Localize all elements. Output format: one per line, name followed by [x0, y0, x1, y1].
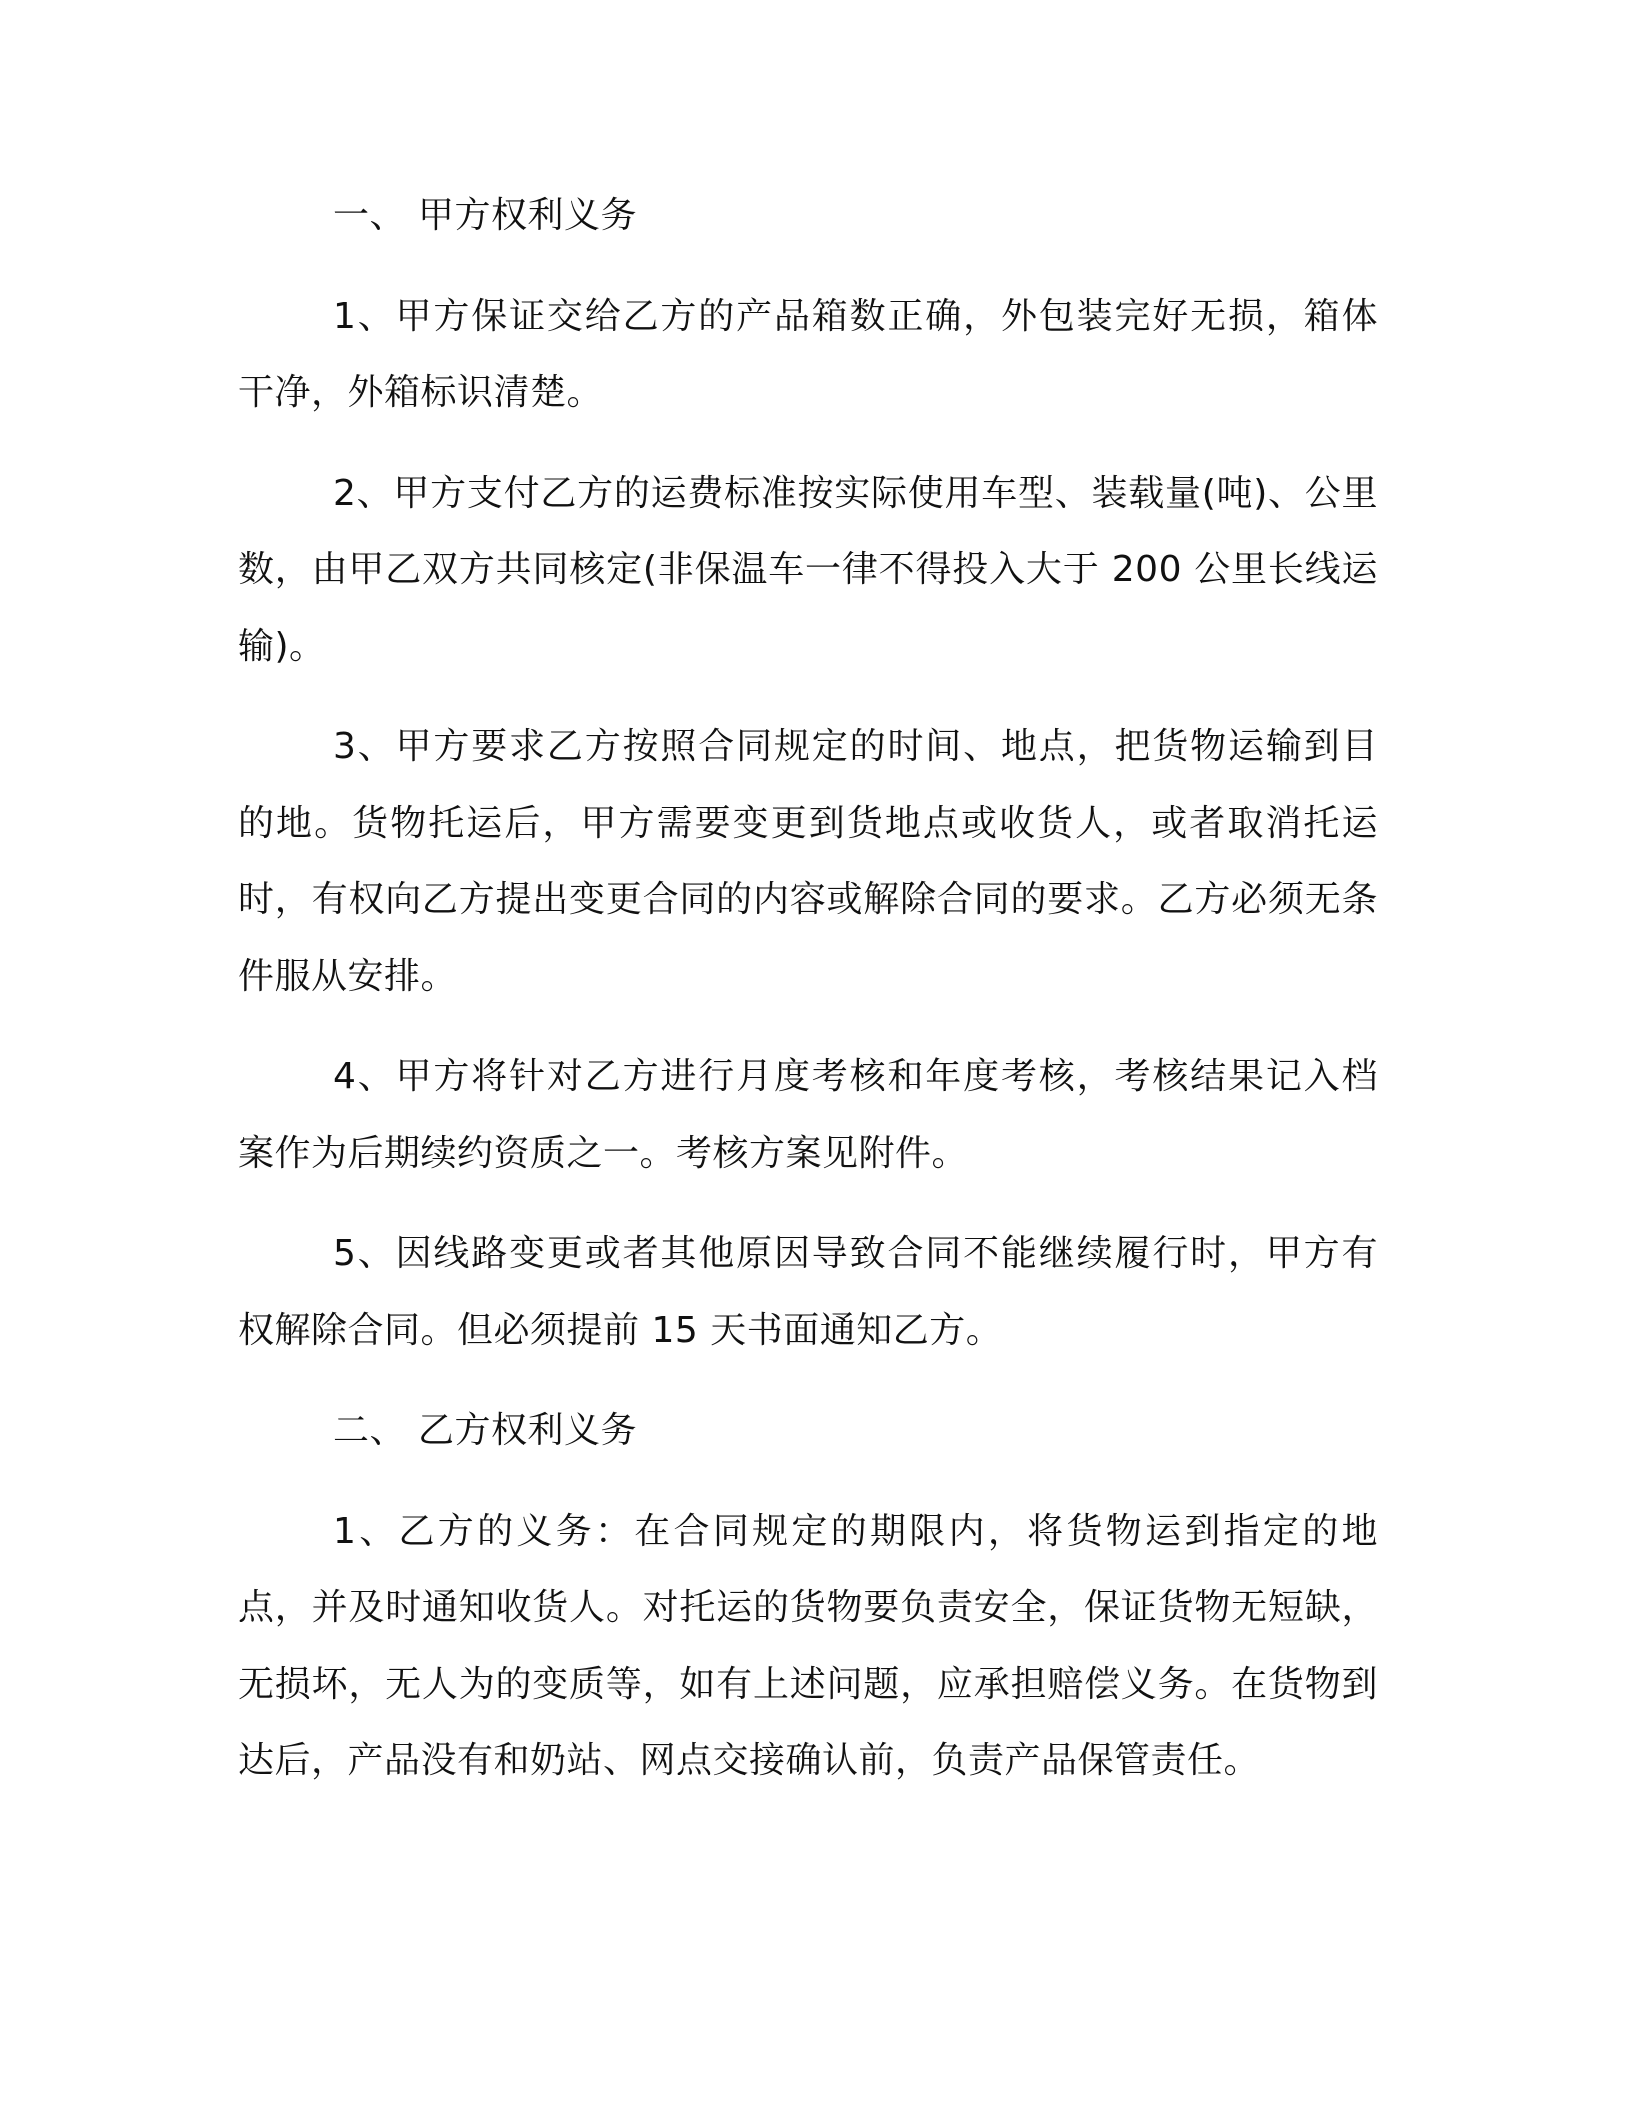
clause-paragraph: 1、乙方的义务：在合同规定的期限内，将货物运到指定的地点，并及时通知收货人。对托运的货物要负责安全，保证货物无短缺，无损坏，无人为的变质等，如有上述问题，应承担赔偿义务。在货物到达后，产品没有和奶站、网点交接确认前，负责产品保管责任。: [238, 1510, 1378, 1781]
section-heading-party-a: [238, 178, 1378, 255]
section-title: 乙方权利义务: [418, 1410, 638, 1451]
clause-paragraph: 5、因线路变更或者其他原因导致合同不能继续履行时，甲方有权解除合同。但必须提前 15 天书面通知乙方。: [238, 1233, 1378, 1351]
clause-paragraph: 1、甲方保证交给乙方的产品箱数正确，外包装完好无损，箱体干净，外箱标识清楚。: [238, 295, 1378, 413]
section-number: 二、: [333, 1410, 407, 1451]
clause-paragraph: 3、甲方要求乙方按照合同规定的时间、地点，把货物运输到目的地。货物托运后，甲方需要变更到货地点或收货人，或者取消托运时，有权向乙方提出变更合同的内容或解除合同的要求。乙方必须无条件服从安排。: [238, 726, 1378, 997]
section-title: 甲方权利义务: [418, 195, 638, 236]
document-body: [238, 178, 1378, 1824]
clause-paragraph: 4、甲方将针对乙方进行月度考核和年度考核，考核结果记入档案作为后期续约资质之一。考核方案见附件。: [238, 1056, 1378, 1174]
section-heading-party-b: [238, 1393, 1378, 1470]
clause-paragraph: 2、甲方支付乙方的运费标准按实际使用车型、装载量(吨)、公里数，由甲乙双方共同核定(非保温车一律不得投入大于 200 公里长线运输)。: [238, 472, 1378, 667]
section-number: 一、: [333, 195, 407, 236]
